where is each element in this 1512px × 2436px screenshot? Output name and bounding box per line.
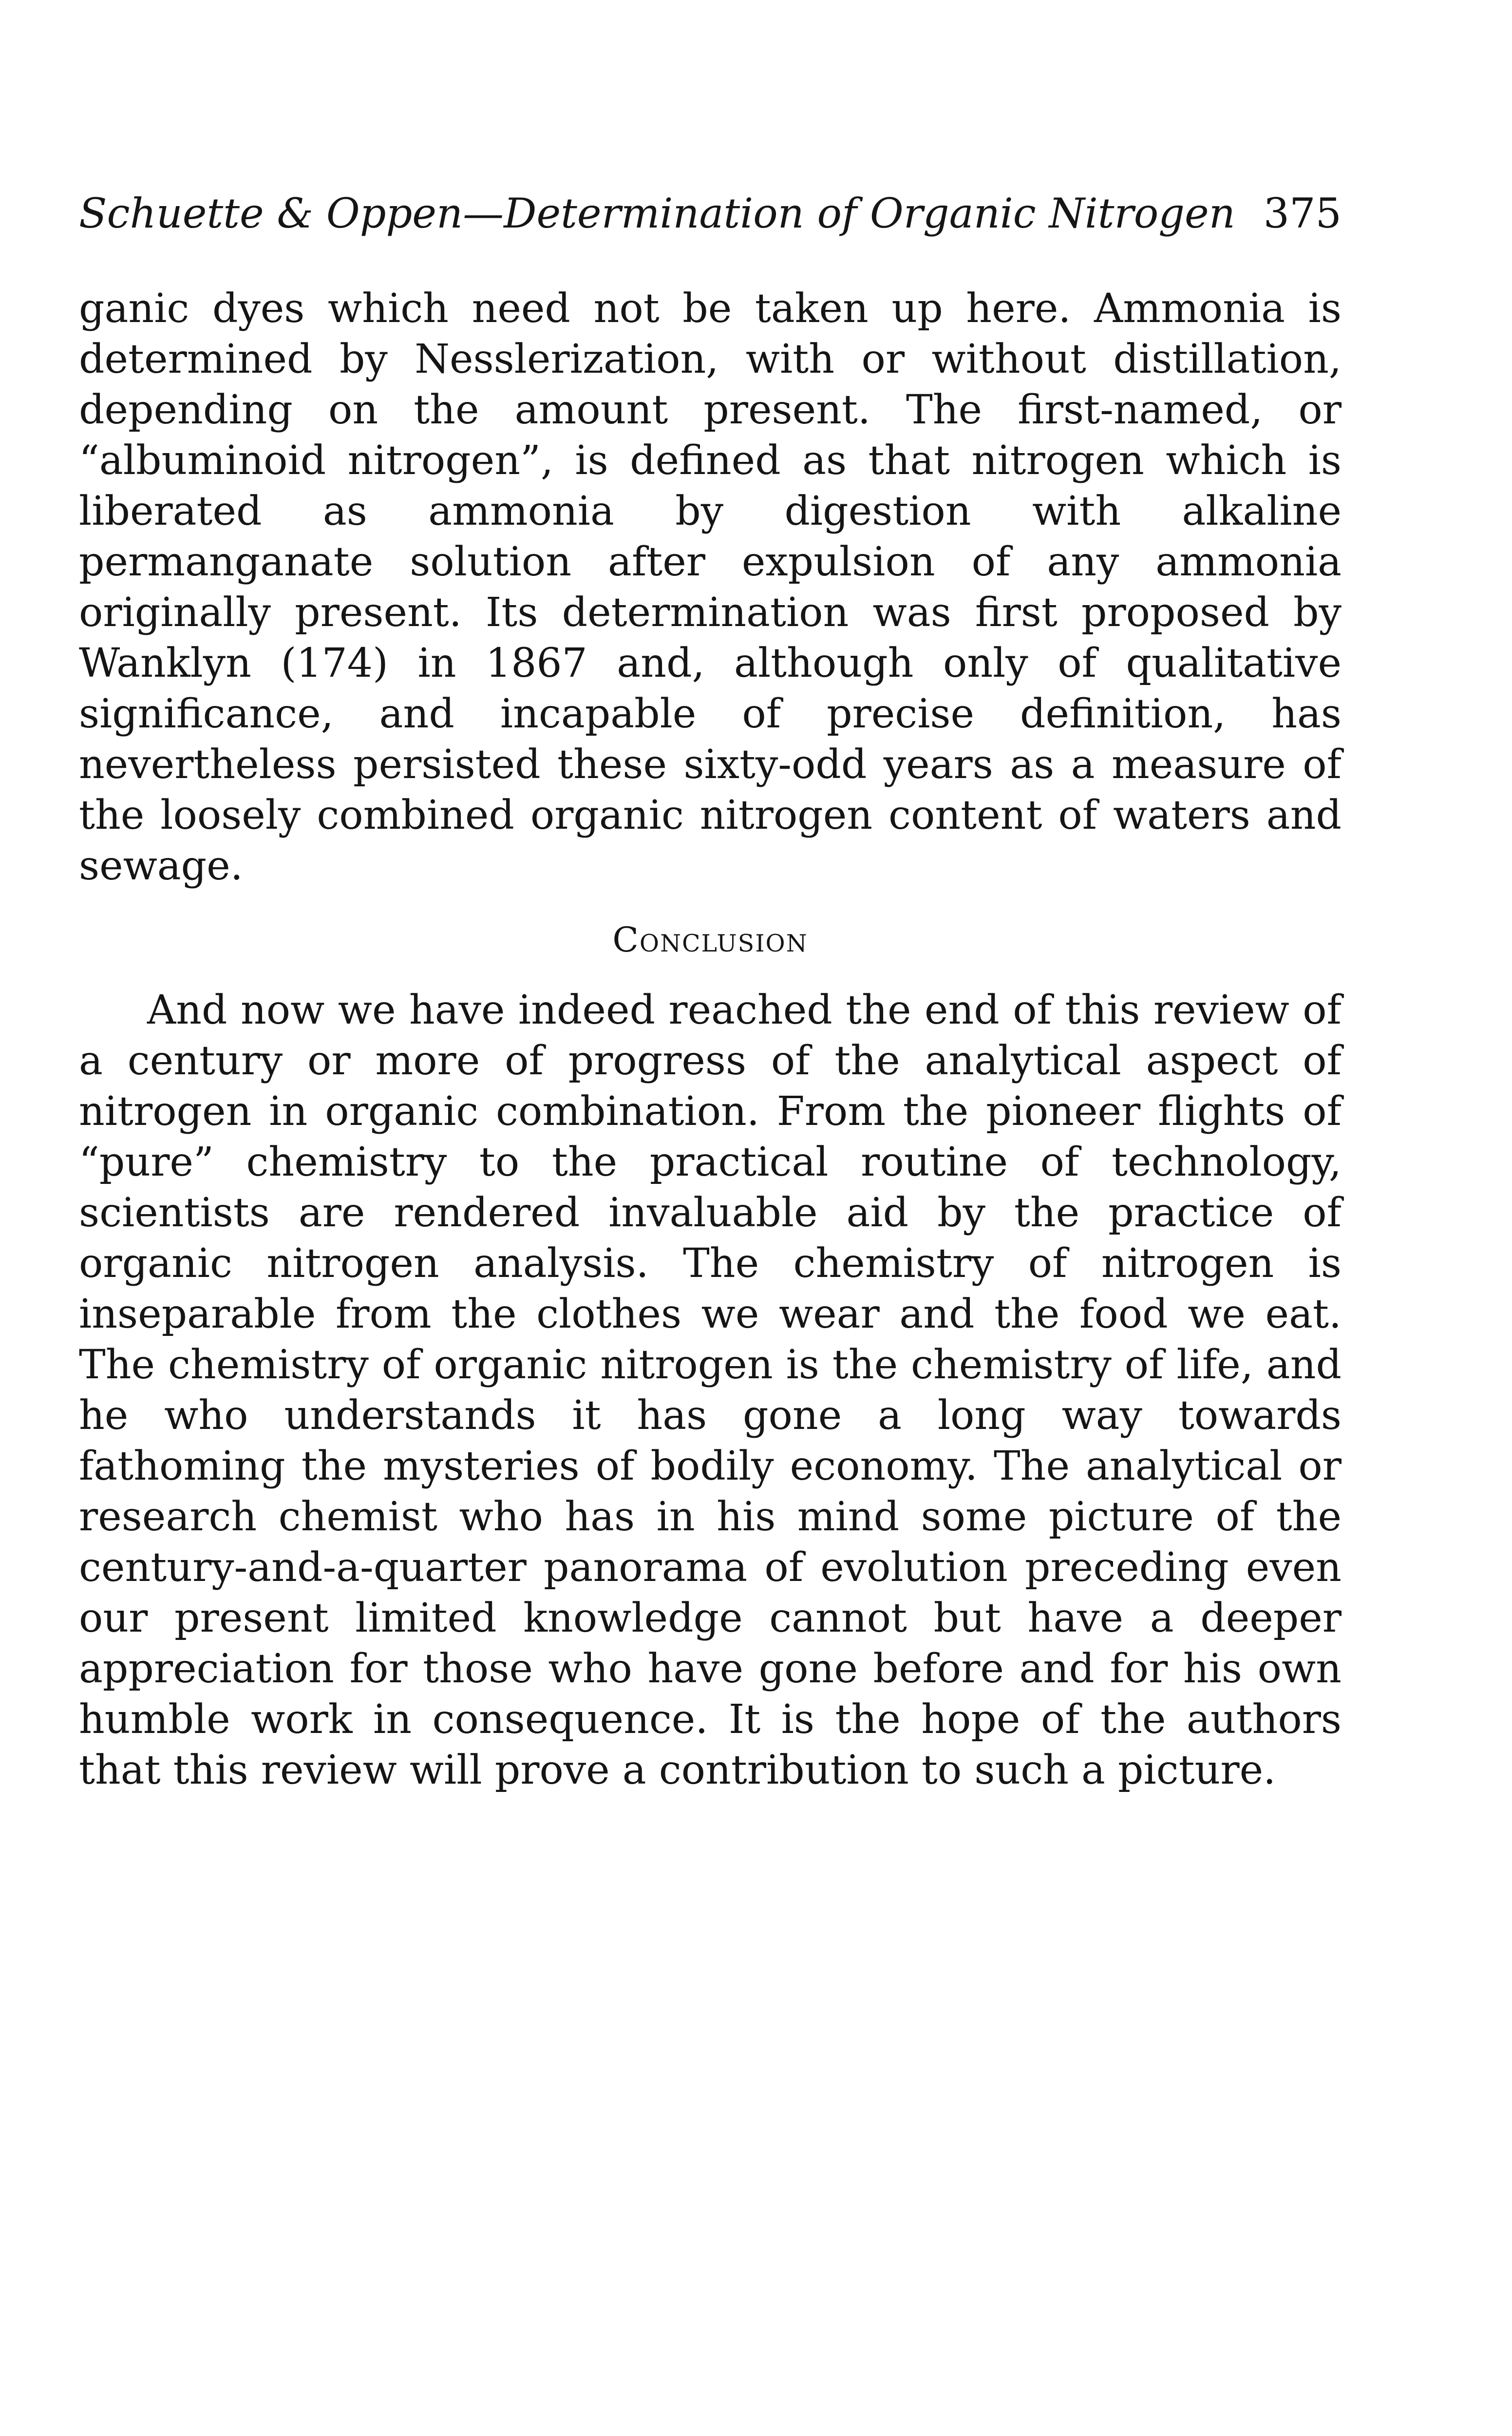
body-text [79, 284, 1342, 1796]
page-number: 375 [1263, 190, 1342, 237]
running-head [79, 179, 1342, 247]
section-heading: Conclusion [612, 920, 808, 960]
continued-paragraph: ganic dyes which need not be taken up here. Ammonia is determined by Nesslerization, with or without distillation, depending on the amount present. The first-named, or “albuminoid nitrogen”, is defined as that nitrogen which is liberated as ammonia by digestion with alkaline permanganate solution after expulsion of any ammonia originally present. Its determination was first proposed by Wanklyn (174) in 1867 and, although only of qualitative significance, and incapable of precise definition, has nevertheless persisted these sixty-odd years as a measure of the loosely combined organic nitrogen content of waters and sewage. [79, 285, 1342, 889]
conclusion-paragraph: And now we have indeed reached the end of this review of a century or more of progress of the analytical aspect of nitrogen in organic combination. From the pioneer flights of “pure” chemistry to the practical routine of technology, scientists are rendered invaluable aid by the practice of organic nitrogen analysis. The chemistry of nitrogen is inseparable from the clothes we wear and the food we eat. The chemistry of organic nitrogen is the chemistry of life, and he who understands it has gone a long way towards fathoming the mysteries of bodily economy. The analytical or research chemist who has in his mind some picture of the century-and-a-quarter panorama of evolution preceding even our present limited knowledge cannot but have a deeper appreciation for those who have gone before and for his own humble work in consequence. It is the hope of the authors that this review will prove a contribution to such a picture. [79, 987, 1342, 1793]
running-title: Schuette & Oppen—Determination of Organic Nitrogen [79, 190, 1235, 237]
